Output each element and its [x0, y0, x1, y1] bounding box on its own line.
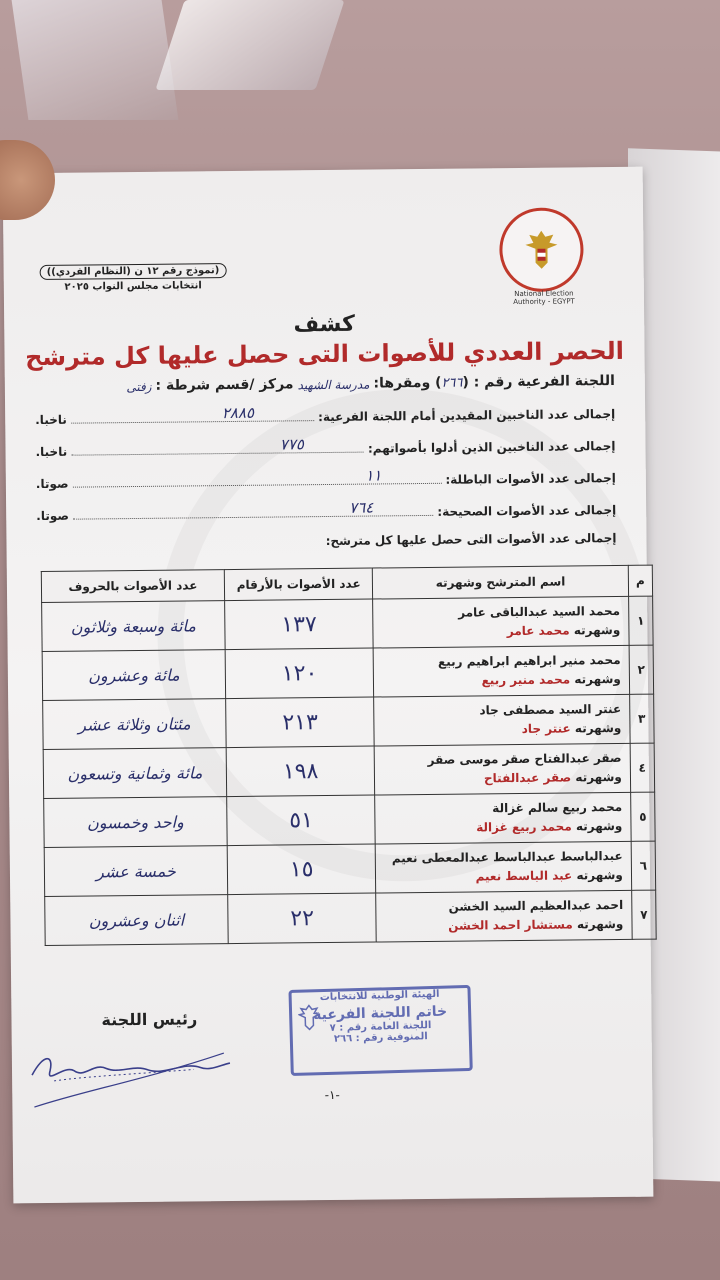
stat-voted: إجمالى عدد الناخبين الذين أدلوا بأصواتهم: ٧٧٥ ناخبا.	[35, 435, 616, 460]
col-name: اسم المترشح وشهرته	[373, 565, 629, 599]
form-model-label: (نموذج رقم ١٢ ن (النظام الفردي)) انتخابات مجلس النواب ٢٠٢٥	[40, 263, 227, 293]
table-row: ٢ محمد منير ابراهيم ابراهيم ربيع وشهرته محمد منير ربيع ١٢٠ مائة وعشرون	[42, 645, 653, 700]
col-digits: عدد الأصوات بالأرقام	[224, 568, 373, 601]
title-kashf: كشف	[293, 311, 356, 338]
document-page	[3, 167, 654, 1204]
table-row: ٦ عبدالباسط عبدالباسط عبدالمعطى نعيم وشهرته عبد الباسط نعيم ١٥ خمسة عشر	[44, 841, 655, 896]
results-table	[41, 565, 657, 946]
committee-president-label: رئيس اللجنة	[101, 1009, 198, 1030]
table-row: ٣ عنتر السيد مصطفى جاد وشهرته عنتر جاد ٢١٣ مئتان وثلاثة عشر	[43, 694, 654, 749]
stat-per-candidate: إجمالى عدد الأصوات التى حصل عليها كل مترشح:	[325, 530, 617, 549]
stamp-eagle-icon	[298, 1004, 321, 1031]
stat-valid: إجمالى عدد الأصوات الصحيحة: ٧٦٤ صوتا.	[36, 498, 617, 524]
signature	[24, 1033, 255, 1125]
page-number: -١-	[324, 1087, 340, 1103]
stat-registered: إجمالى عدد الناخبين المقيدين أمام اللجنة الفرعية: ٢٨٨٥ ناخبا.	[35, 403, 616, 428]
table-row: ٥ محمد ربيع سالم غزالة وشهرته محمد ربيع غزالة ٥١ واحد وخمسون	[44, 792, 655, 847]
table-row: ٤ صقر عبدالفتاح صقر موسى صقر وشهرته صقر عبدالفتاح ١٩٨ مائة وثمانية وتسعون	[43, 743, 654, 798]
committee-line: اللجنة الفرعية رقم : ( ٢٦٦ ) ومقرها: مدرسة الشهيد مركز /قسم شرطة : زفتى	[126, 372, 615, 395]
eagle-icon	[523, 229, 559, 271]
title-main: الحصر العددي للأصوات التى حصل عليها كل مترشح	[25, 336, 625, 372]
plastic-sleeve	[12, 0, 179, 120]
stat-invalid: إجمالى عدد الأصوات الباطلة: ١١ صوتا.	[35, 466, 616, 492]
committee-stamp: الهيئة الوطنية للانتخابات خاتم اللجنة الفرعية اللجنة العامة رقم : ٧ المنوفية رقم : ٢٦٦	[288, 985, 472, 1076]
col-words: عدد الأصوات بالحروف	[41, 570, 224, 603]
plastic-wrap	[155, 0, 344, 90]
table-row: ٧ احمد عبدالعظيم السيد الخشن وشهرته مستشار احمد الخشن ٢٢ اثنان وعشرون	[45, 890, 656, 945]
logo-caption: National Election Authority - EGYPT	[513, 289, 575, 307]
election-authority-logo	[499, 207, 584, 292]
table-row: ١ محمد السيد عبدالباقى عامر وشهرته محمد عامر ١٣٧ مائة وسبعة وثلاثون	[42, 596, 653, 651]
col-num: م	[628, 565, 652, 596]
